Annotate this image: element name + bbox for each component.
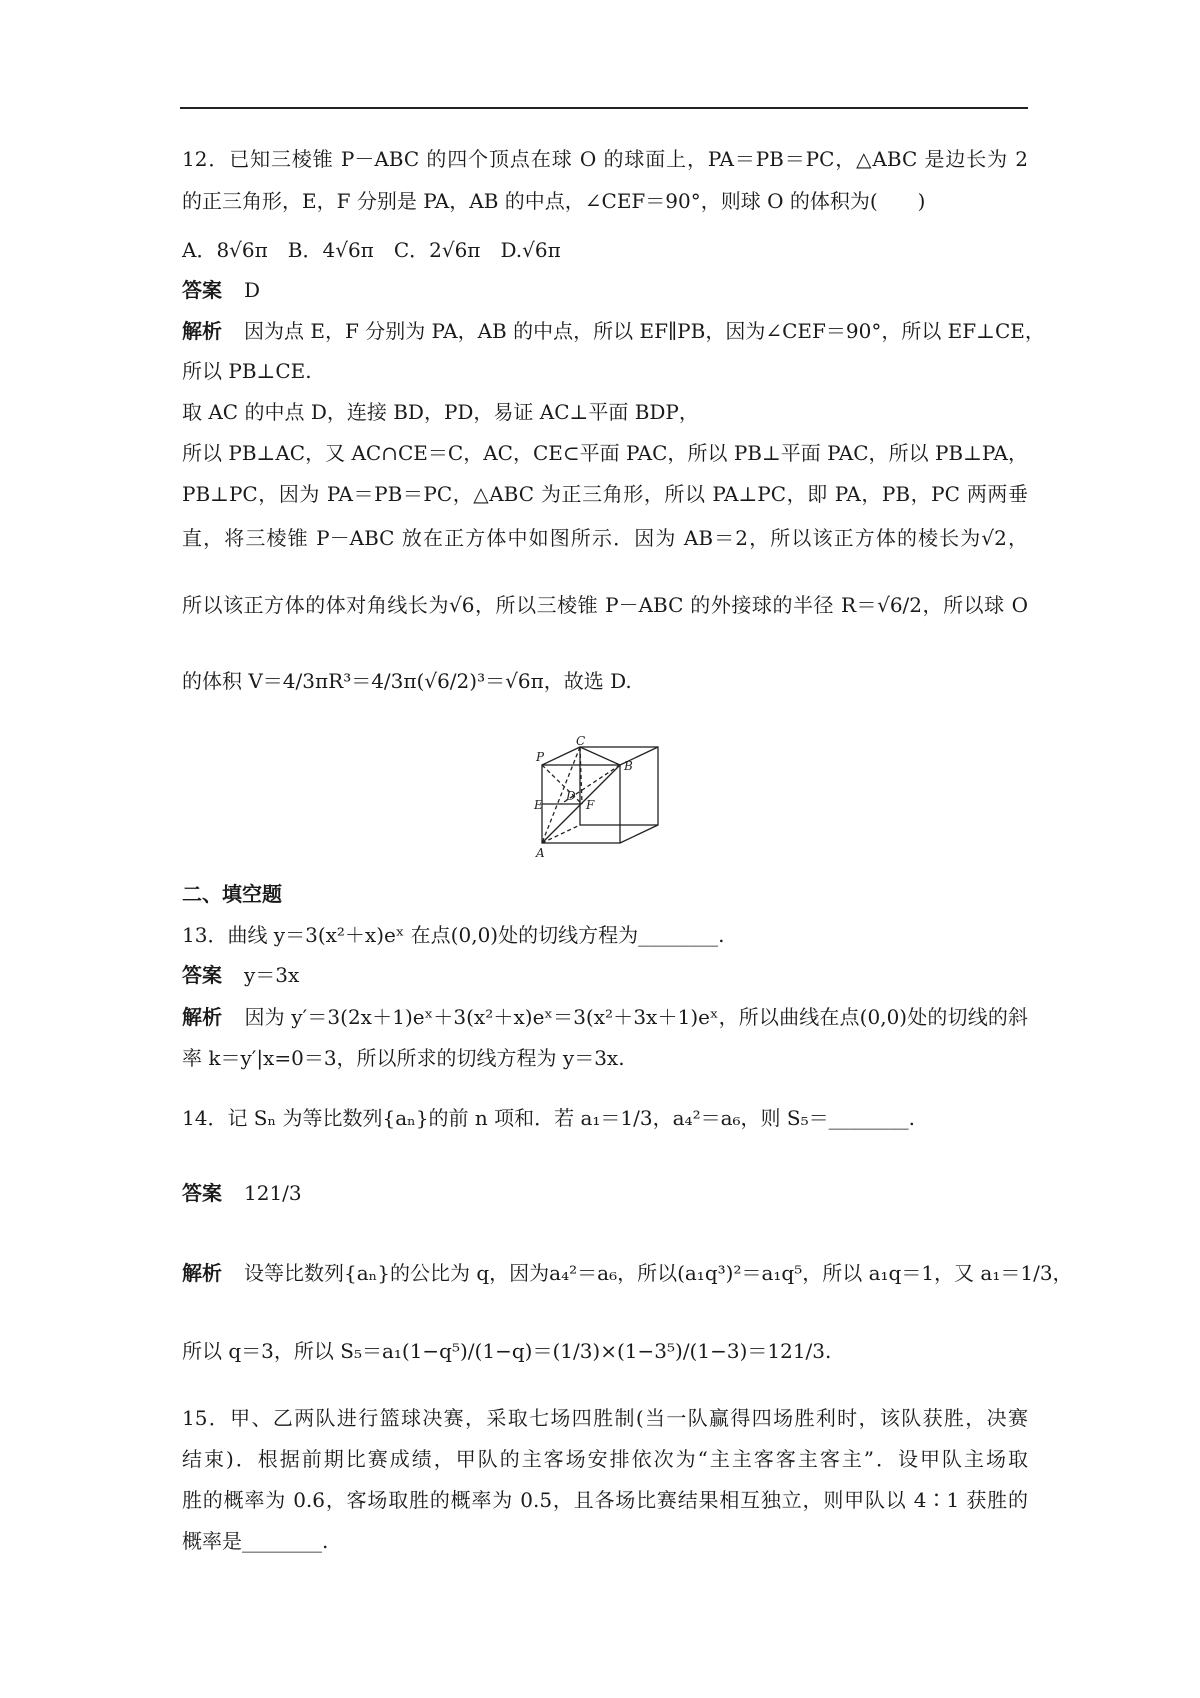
q12-analysis-6: 直，将三棱锥 P－ABC 放在正方体中如图所示．因为 AB＝2，所以该正方体的棱长为√2， <box>182 526 1028 550</box>
q14-answer <box>182 1180 1028 1206</box>
q12-analysis-2: 所以 PB⊥CE. <box>182 359 312 383</box>
analysis-label: 解析 <box>182 319 222 343</box>
analysis-text: 设等比数列{aₙ}的公比为 q，因为a₄²＝a₆，所以(a₁q³)²＝a₁q⁵，所以 a₁q＝1，又 a₁＝1/3， <box>244 1261 1073 1285</box>
label-c: C <box>576 734 586 748</box>
q13-analysis-1 <box>182 1004 1028 1030</box>
q12-analysis-4: 所以 PB⊥AC，又 AC∩CE＝C，AC，CE⊂平面 PAC，所以 PB⊥平面 PAC，所以 PB⊥PA， <box>182 441 1028 465</box>
q12-analysis-5: PB⊥PC，因为 PA＝PB＝PC，△ABC 为正三角形，所以 PA⊥PC，即 PA，PB，PC 两两垂 <box>182 482 1028 506</box>
label-e: E <box>534 798 543 812</box>
section-title: 二、填空题 <box>182 882 282 906</box>
label-b: B <box>624 759 633 773</box>
answer-label: 答案 <box>182 963 222 987</box>
analysis-label: 解析 <box>182 1261 222 1285</box>
analysis-label: 解析 <box>182 1005 223 1029</box>
q12-answer <box>182 277 1028 303</box>
answer-text: 121/3 <box>244 1181 302 1205</box>
q15-line-3: 胜的概率为 0.6，客场取胜的概率为 0.5，且各场比赛结果相互独立，则甲队以 4∶1 获胜的 <box>182 1488 1028 1512</box>
cube-figure <box>534 734 671 867</box>
q13-line: 13．曲线 y＝3(x²＋x)eˣ 在点(0,0)处的切线方程为________. <box>182 923 725 947</box>
q12-options: A．8√6π B．4√6π C．2√6π D.√6π <box>182 238 561 262</box>
q13-analysis-2: 率 k＝y′|x=0＝3，所以所求的切线方程为 y＝3x. <box>182 1046 625 1070</box>
q14-line: 14．记 Sₙ 为等比数列{aₙ}的前 n 项和．若 a₁＝1/3，a₄²＝a₆，则 S₅＝________. <box>182 1106 915 1130</box>
answer-label: 答案 <box>182 278 222 302</box>
answer-label: 答案 <box>182 1181 222 1205</box>
q15-line-4: 概率是________. <box>182 1529 329 1553</box>
q15-line-1: 15．甲、乙两队进行篮球决赛，采取七场四胜制(当一队赢得四场胜利时，该队获胜，决赛 <box>182 1406 1028 1430</box>
label-a: A <box>536 846 545 860</box>
q13-answer <box>182 962 1028 988</box>
answer-text: D <box>244 278 261 302</box>
q14-analysis-1 <box>182 1260 1073 1286</box>
label-f: F <box>586 798 595 812</box>
q14-analysis-2: 所以 q＝3，所以 S₅＝a₁(1−q⁵)/(1−q)＝(1/3)×(1−3⁵)/(1−3)＝121/3. <box>182 1339 832 1363</box>
q12-line-1: 12．已知三棱锥 P－ABC 的四个顶点在球 O 的球面上，PA＝PB＝PC，△ABC 是边长为 2 <box>182 147 1028 171</box>
label-p: P <box>536 750 545 764</box>
label-d: D <box>566 789 576 803</box>
cube-back-face <box>580 747 658 825</box>
q12-analysis-1 <box>182 318 1045 344</box>
q15-line-2: 结束)．根据前期比赛成绩，甲队的主客场安排依次为“主主客客主客主”．设甲队主场取 <box>182 1447 1028 1471</box>
analysis-text: 因为点 E，F 分别为 PA，AB 的中点，所以 EF∥PB，因为∠CEF＝90°，所以 EF⊥CE， <box>244 319 1045 343</box>
q12-line-2: 的正三角形，E，F 分别是 PA，AB 的中点，∠CEF＝90°，则球 O 的体积为( ) <box>182 189 926 213</box>
answer-text: y＝3x <box>244 963 300 987</box>
header-rule <box>180 107 1028 109</box>
q12-analysis-3: 取 AC 的中点 D，连接 BD，PD，易证 AC⊥平面 BDP， <box>182 400 699 424</box>
q12-analysis-7: 所以该正方体的体对角线长为√6，所以三棱锥 P－ABC 的外接球的半径 R＝√6/2，所以球 O <box>182 593 1028 617</box>
analysis-text: 因为 y′＝3(2x＋1)eˣ＋3(x²＋x)eˣ＝3(x²＋3x＋1)eˣ，所以曲线在点(0,0)处的切线的斜 <box>244 1005 1029 1029</box>
q12-analysis-8: 的体积 V＝4/3πR³＝4/3π(√6/2)³＝√6π，故选 D. <box>182 669 632 693</box>
